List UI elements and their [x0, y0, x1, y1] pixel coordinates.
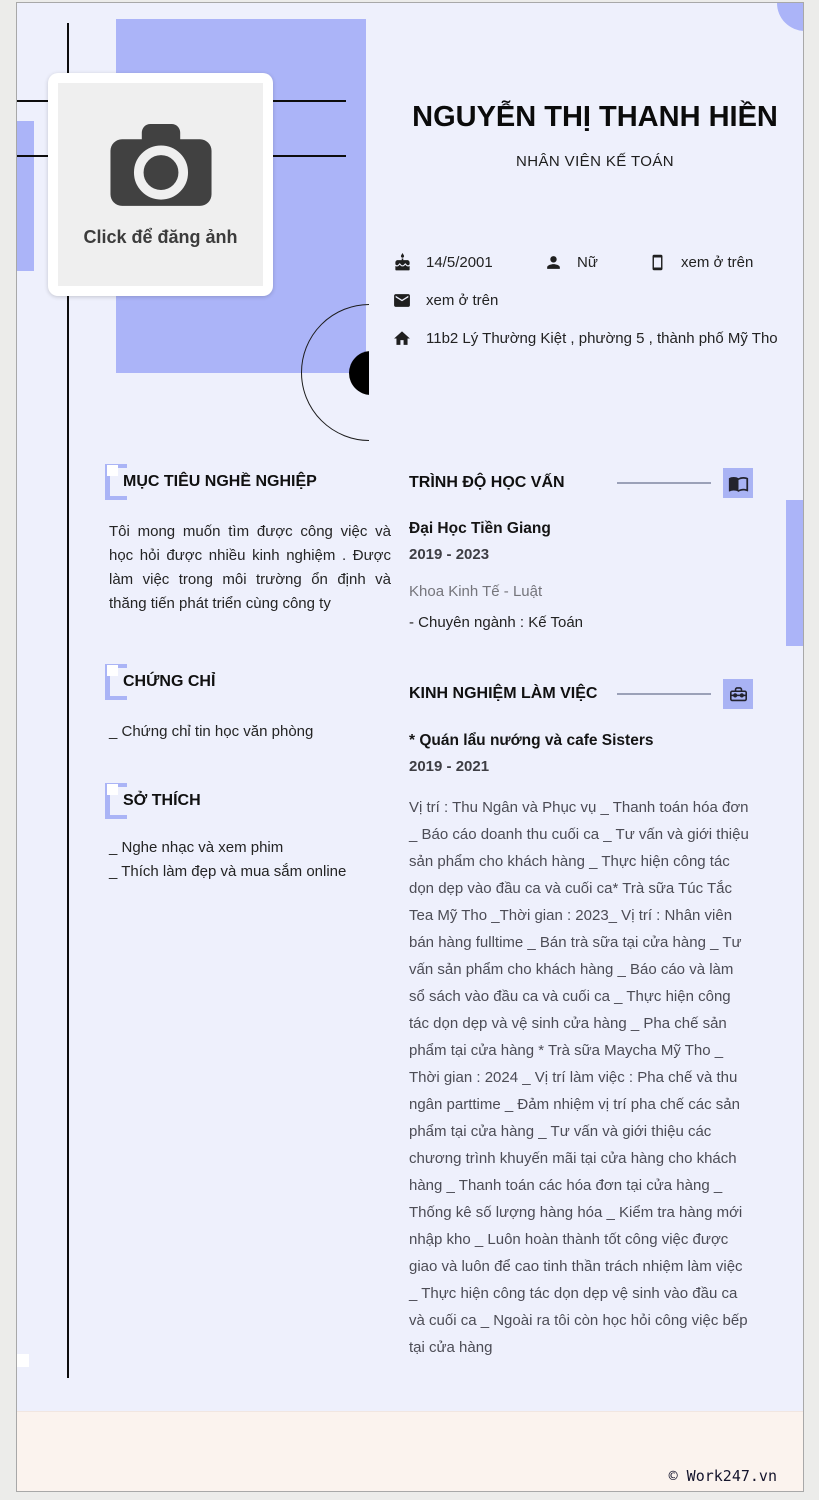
hobby-list [109, 836, 391, 884]
heading-notch [107, 665, 118, 676]
photo-upload-label: Click để đăng ảnh [83, 227, 238, 247]
personal-info [392, 243, 796, 357]
home-icon [392, 329, 412, 348]
section-heading-education: TRÌNH ĐỘ HỌC VẤN [409, 468, 753, 498]
hobby-item: _ Thích làm đẹp và mua sắm online [109, 863, 347, 880]
experience-company: * Quán lẩu nướng và cafe Sisters [409, 732, 654, 749]
right-column [409, 468, 753, 1361]
copyright-text: © Work247.vn [668, 1467, 777, 1485]
education-period: 2019 - 2023 [409, 546, 490, 563]
person-icon [543, 253, 563, 272]
cv-page [16, 2, 804, 1492]
heading-divider-line [617, 693, 711, 695]
email-value: xem ở trên [426, 291, 499, 309]
info-birthday [392, 253, 543, 272]
education-school: Đại Học Tiền Giang [409, 520, 551, 537]
phone-icon [647, 253, 667, 272]
decor-white-square [17, 1354, 29, 1367]
info-gender [543, 253, 647, 272]
birthday-value: 14/5/2001 [426, 253, 493, 271]
education-major: - Chuyên ngành : Kế Toán [409, 614, 584, 631]
experience-icon-badge [723, 679, 753, 709]
cv-name: NGUYỄN THỊ THANH HIỀN [412, 101, 778, 133]
left-column [109, 471, 391, 884]
email-icon [392, 291, 412, 310]
camera-icon [99, 121, 223, 217]
education-icon-badge [723, 468, 753, 498]
cake-icon [392, 253, 412, 272]
decor-left-strip [17, 121, 34, 271]
experience-period: 2019 - 2021 [409, 758, 490, 775]
certificate-item: _ Chứng chỉ tin học văn phòng [109, 723, 314, 740]
decor-corner-circle [777, 2, 804, 31]
experience-description: Vị trí : Thu Ngân và Phục vụ _ Thanh toán hóa đơn _ Báo cáo doanh thu cuối ca _ Tư vấn và giới thiệu sản phẩm cho khách hàng _ Thực hiện công tác dọn dẹp vào đầu ca và cuối ca* Trà sữa Túc Tắc Tea Mỹ Tho _Thời gian : 2023_ Vị trí : Nhân viên bán hàng fulltime _ Bán trà sữa tại cửa hàng _ Tư vấn sản phẩm cho khách hàng _ Báo cáo và làm sổ sách vào đầu ca và cuối ca _ Thực hiện công tác dọn dẹp và vệ sinh cửa hàng _ Pha chế sản phẩm tại cửa hàng * Trà sữa Maycha Mỹ Tho _ Thời gian : 2024 _ Vị trí làm việc : Pha chế và thu ngân parttime _ Đảm nhiệm vị trí pha chế các sản phẩm tại cửa hàng _ Tư vấn và giới thiệu các chương trình khuyến mãi tại cửa hàng cho khách hàng _ Thanh toán các hóa đơn tại cửa hàng _ Thống kê số lượng hàng hóa _ Kiểm tra hàng mới nhập kho _ Luôn hoàn thành tốt công việc được giao và luôn để cao tinh thần trách nhiệm làm việc _ Thực hiện công tác dọn dẹp vệ sinh vào đầu ca và cuối ca _ Ngoài ra tôi còn học hỏi công việc bếp tại cửa hàng [409, 799, 749, 1356]
phone-value: xem ở trên [681, 253, 754, 271]
section-heading-hobbies: SỞ THÍCH [109, 790, 391, 812]
photo-upload-area[interactable] [58, 83, 263, 286]
section-heading-certificates: CHỨNG CHỈ [109, 671, 391, 693]
book-icon [728, 473, 749, 494]
section-heading-experience: KINH NGHIỆM LÀM VIỆC [409, 679, 753, 709]
decor-right-strip [786, 500, 804, 646]
hobby-item: _ Nghe nhạc và xem phim [109, 839, 284, 856]
briefcase-icon [728, 684, 749, 705]
photo-upload-button[interactable] [48, 73, 273, 296]
info-email [392, 291, 498, 310]
section-heading-objective: MỤC TIÊU NGHỀ NGHIỆP [109, 471, 391, 493]
heading-notch [107, 465, 118, 476]
page-footer [17, 1411, 803, 1491]
heading-divider-line [617, 482, 711, 484]
address-value: 11b2 Lý Thường Kiệt , phường 5 , thành phố Mỹ Tho [426, 329, 778, 347]
objective-text: Tôi mong muốn tìm được công việc và học hỏi được nhiều kinh nghiệm . Được làm việc trong môi trường ổn định và thăng tiến phát triển cùng công ty [109, 523, 391, 612]
info-phone [647, 253, 753, 272]
gender-value: Nữ [577, 253, 598, 271]
cv-job-title: NHÂN VIÊN KẾ TOÁN [516, 153, 674, 170]
decor-circle-group [301, 303, 369, 445]
info-address [392, 329, 778, 348]
education-faculty: Khoa Kinh Tế - Luật [409, 583, 543, 600]
heading-notch [107, 784, 118, 795]
